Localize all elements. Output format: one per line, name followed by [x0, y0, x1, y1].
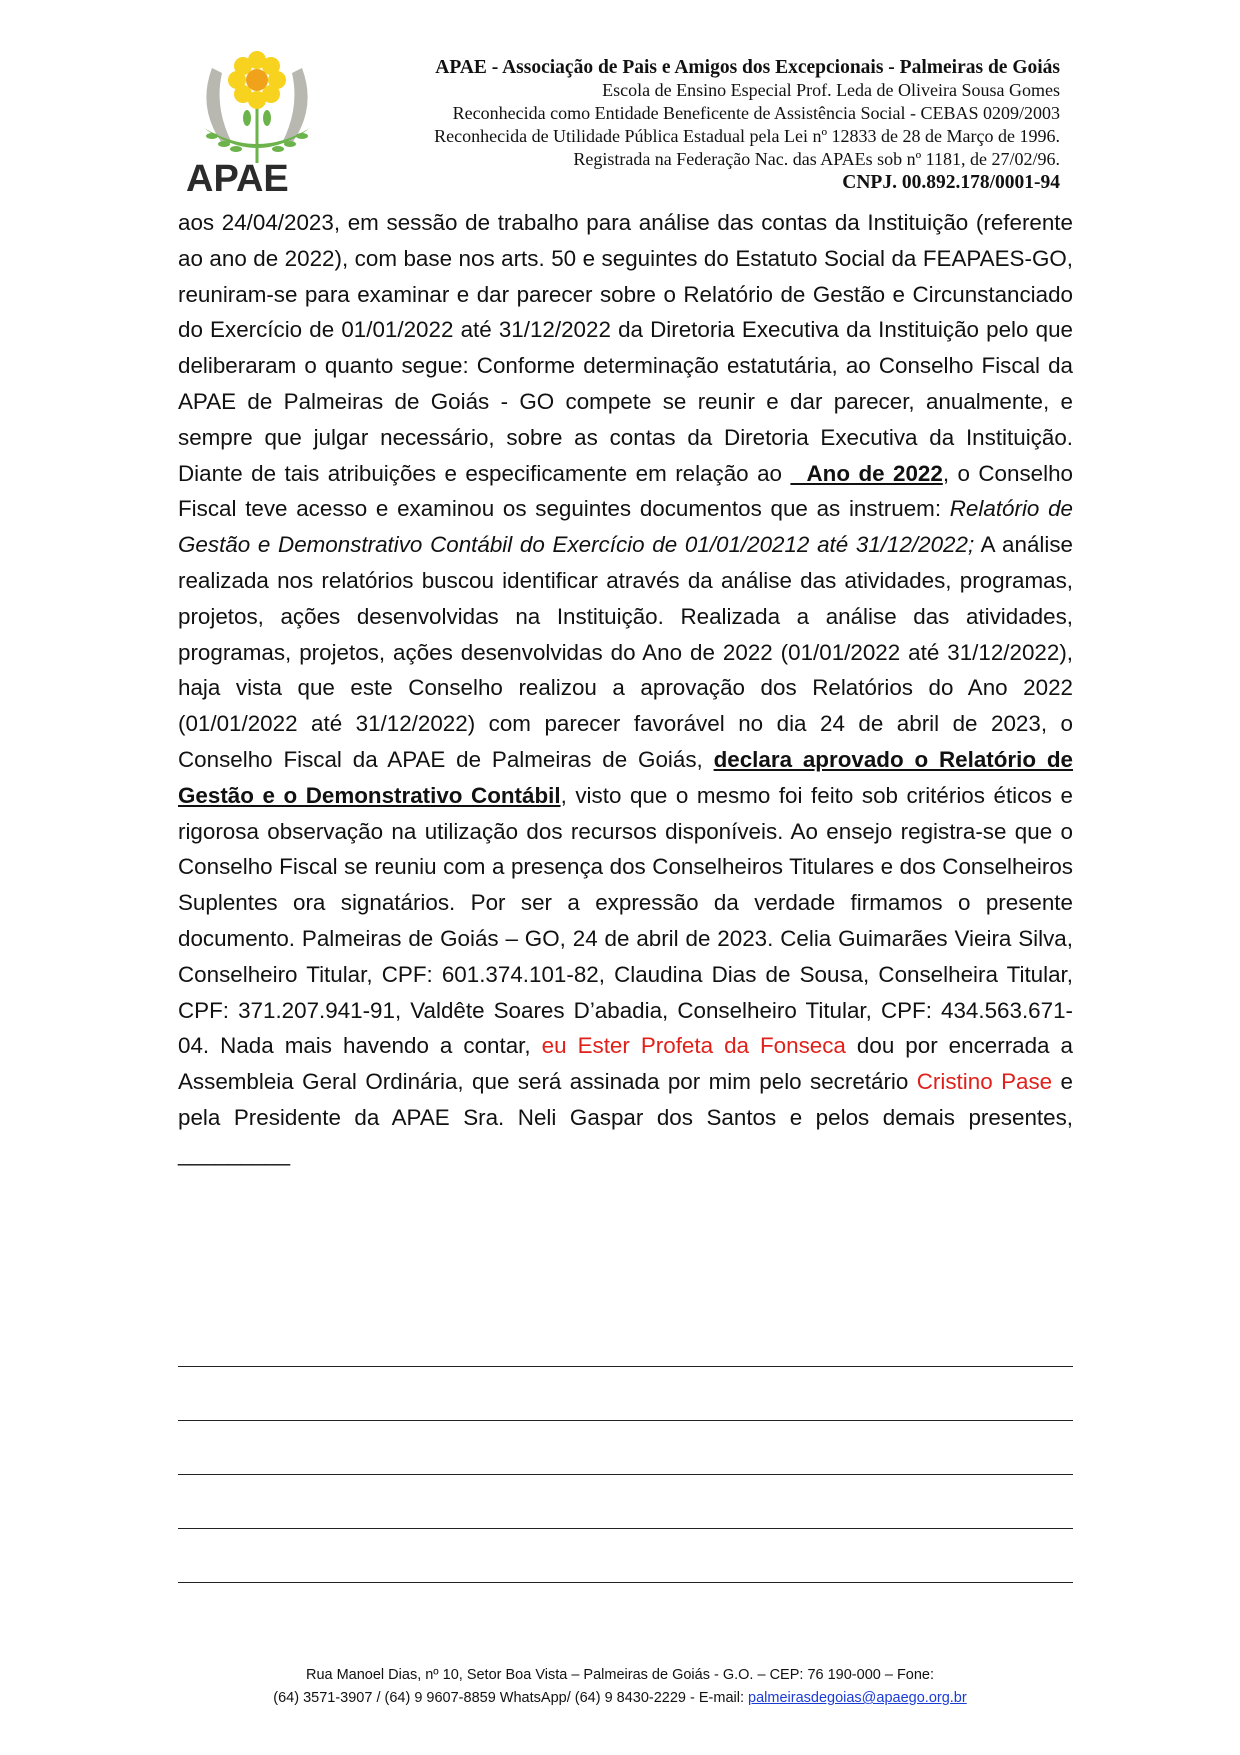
- signature-line: [178, 1474, 1073, 1475]
- email-link[interactable]: palmeirasdegoias@apaego.org.br: [748, 1690, 967, 1706]
- documents-italic: Relatório de Gestão e Demonstrativo Contábil do Exercício de 01/01/20212 até 31/12/2022;: [178, 496, 1073, 558]
- school-name: Escola de Ensino Especial Prof. Leda de Oliveira Sousa Gomes: [602, 80, 1060, 100]
- text-segment: , o Conselho Fiscal teve acesso e examinou os seguintes documentos que as instruem:: [178, 460, 1073, 522]
- minutes-text: [178, 205, 1073, 1172]
- secretary-name-2: Cristino Pase: [916, 1069, 1053, 1095]
- approval-statement: declara aprovado o Relatório de Gestão e o Demonstrativo Contábil: [178, 746, 1073, 808]
- text-segment: , visto que o mesmo foi feito sob critérios éticos e rigorosa observação na utilização dos recursos disponíveis. Ao ensejo registra-se que o Conselho Fiscal se reuniu com a presença dos Conselheiros Titulares e dos Conselheiros Suplentes ora signatários. Por ser a expressão da verdade firmamos o presente documento. Palmeiras de Goiás – GO, 24 de abril de 2023. Celia Guimarães Vieira Silva, Conselheiro Titular, CPF: 601.374.101-82, Claudina Dias de Sousa, Conselheira Titular, CPF: 371.207.941-91, Valdête Soares D’abadia, Conselheiro Titular, CPF: 434.563.671-04. Nada mais havendo a contar,: [178, 782, 1073, 1059]
- federation-line: Registrada na Federação Nac. das APAEs sob nº 1181, de 27/02/96.: [573, 149, 1060, 169]
- org-name: APAE - Associação de Pais e Amigos dos Excepcionais - Palmeiras de Goiás: [435, 57, 1060, 78]
- logo-text: APAE: [186, 158, 289, 200]
- signature-line: [178, 1582, 1073, 1583]
- cnpj: CNPJ. 00.892.178/0001-94: [842, 172, 1060, 193]
- footer-address: Rua Manoel Dias, nº 10, Setor Boa Vista – Palmeiras de Goiás - G.O. – CEP: 76 190-000 – Fone:: [305, 1667, 935, 1683]
- signature-line: [178, 1420, 1073, 1421]
- letterhead: [434, 56, 1060, 194]
- footer-phones: (64) 3571-3907 / (64) 9 9607-8859 WhatsApp/ (64) 9 8430-2229 - E-mail:: [273, 1690, 749, 1706]
- text-segment: aos 24/04/2023, em sessão de trabalho para análise das contas da Instituição (referente ao ano de 2022), com base nos arts. 50 e seguintes do Estatuto Social da FEAPAES-GO, reuniram-se para examinar e dar parecer sobre o Relatório de Gestão e Circunstanciado do Exercício de 01/01/2022 até 31/12/2022 da Diretoria Executiva da Instituição pelo que deliberaram o quanto segue: Conforme determinação estatutária, ao Conselho Fiscal da APAE de Palmeiras de Goiás - GO compete se reunir e dar parecer, anualmente, e sempre que julgar necessário, sobre as contas da Diretoria Executiva da Instituição. Diante de tais atribuições e especificamente em relação ao: [178, 210, 1073, 486]
- text-segment: dou por encerrada a Assembleia Geral Ordinária, que será assinada por mim pelo secretário: [178, 1033, 1073, 1095]
- year-highlight: Ano de 2022: [790, 460, 943, 486]
- cebas-line: Reconhecida como Entidade Beneficente de Assistência Social - CEBAS 0209/2003: [452, 103, 1060, 123]
- text-segment: e pela Presidente da APAE Sra. Neli Gaspar dos Santos e pelos demais presentes, _________: [178, 1069, 1073, 1166]
- public-utility-line: Reconhecida de Utilidade Pública Estadual pela Lei nº 12833 de 28 de Março de 1996.: [434, 126, 1060, 146]
- text-segment: A análise realizada nos relatórios buscou identificar através da análise das atividades, programas, projetos, ações desenvolvidas na Instituição. Realizada a análise das atividades, programas, projetos, ações desenvolvidas do Ano de 2022 (01/01/2022 até 31/12/2022), haja vista que este Conselho realizou a aprovação dos Relatórios do Ano 2022 (01/01/2022 até 31/12/2022) com parecer favorável no dia 24 de abril de 2023, o Conselho Fiscal da APAE de Palmeiras de Goiás,: [178, 532, 1073, 772]
- footer: [0, 1664, 1240, 1710]
- secretary-name: eu Ester Profeta da Fonseca: [541, 1033, 846, 1059]
- signature-line: [178, 1528, 1073, 1529]
- signature-line: [178, 1366, 1073, 1367]
- apae-logo: [186, 48, 322, 200]
